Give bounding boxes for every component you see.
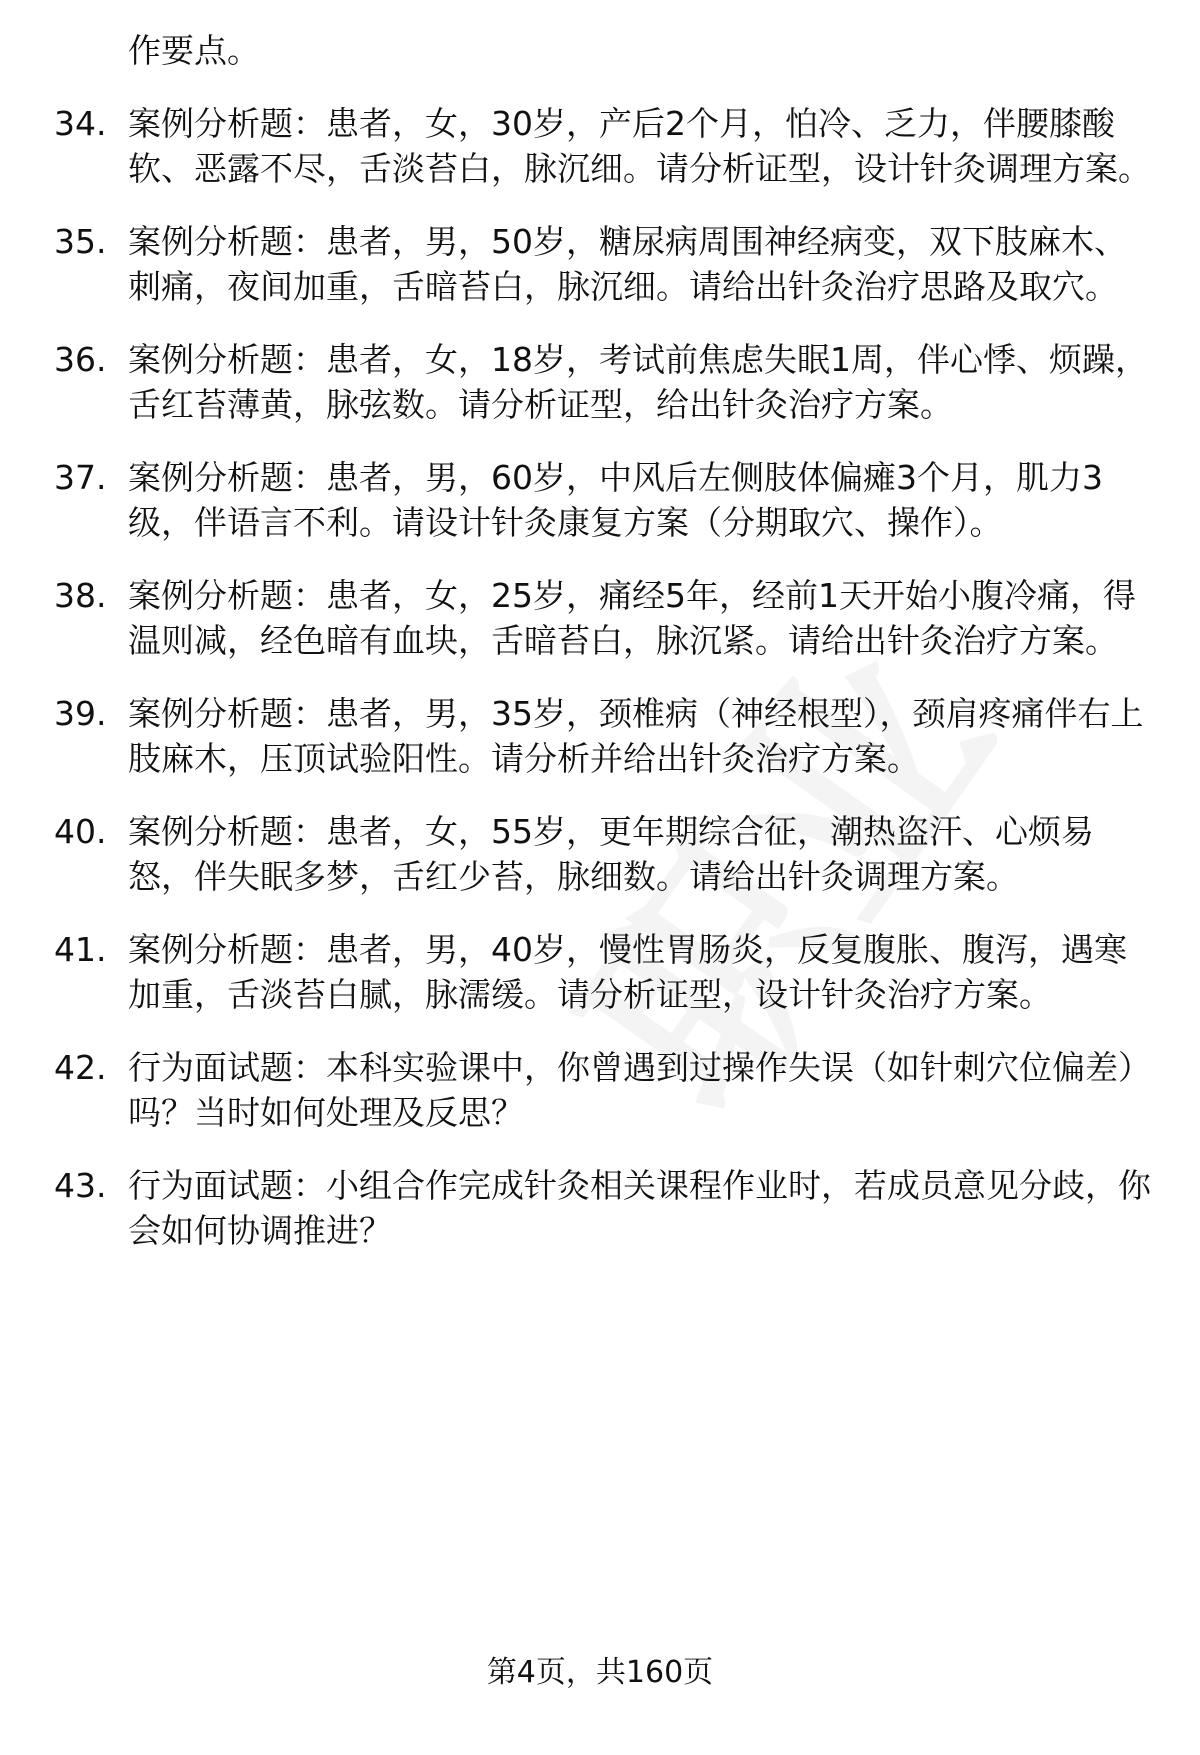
question-item <box>54 219 1154 309</box>
question-text: 案例分析题：患者，男，40岁，慢性胃肠炎，反复腹胀、腹泻，遇寒加重，舌淡苔白腻，脉濡缓。请分析证型，设计针灸治疗方案。 <box>128 930 1127 1014</box>
question-number: 43. <box>54 1166 107 1205</box>
question-text: 案例分析题：患者，男，50岁，糖尿病周围神经病变，双下肢麻木、刺痛，夜间加重，舌暗苔白，脉沉细。请给出针灸治疗思路及取穴。 <box>128 222 1127 306</box>
question-item <box>54 927 1154 1017</box>
question-number: 41. <box>54 930 107 969</box>
question-text: 案例分析题：患者，男，35岁，颈椎病（神经根型），颈肩疼痛伴右上肢麻木，压顶试验阳性。请分析并给出针灸治疗方案。 <box>128 694 1144 778</box>
question-number: 35. <box>54 222 107 261</box>
question-text: 案例分析题：患者，女，18岁，考试前焦虑失眠1周，伴心悸、烦躁，舌红苔薄黄，脉弦数。请分析证型，给出针灸治疗方案。 <box>128 340 1148 424</box>
question-item <box>54 455 1154 545</box>
question-number: 40. <box>54 812 107 851</box>
question-text: 案例分析题：患者，女，25岁，痛经5年，经前1天开始小腹冷痛，得温则减，经色暗有血块，舌暗苔白，脉沉紧。请给出针灸治疗方案。 <box>128 576 1136 660</box>
question-number: 36. <box>54 340 107 379</box>
question-item <box>54 573 1154 663</box>
question-number: 42. <box>54 1048 107 1087</box>
question-item <box>54 1163 1154 1253</box>
question-number: 39. <box>54 694 107 733</box>
question-text: 行为面试题：小组合作完成针灸相关课程作业时，若成员意见分歧，你会如何协调推进？ <box>128 1166 1151 1250</box>
question-number: 34. <box>54 104 107 143</box>
question-text: 案例分析题：患者，女，55岁，更年期综合征，潮热盗汗、心烦易怒，伴失眠多梦，舌红少苔，脉细数。请给出针灸调理方案。 <box>128 812 1094 896</box>
question-item <box>54 1045 1154 1135</box>
question-number: 38. <box>54 576 107 615</box>
question-text: 案例分析题：患者，女，30岁，产后2个月，怕冷、乏力，伴腰膝酸软、恶露不尽，舌淡苔白，脉沉细。请分析证型，设计针灸调理方案。 <box>128 104 1151 188</box>
question-text: 行为面试题：本科实验课中，你曾遇到过操作失误（如针刺穴位偏差）吗？当时如何处理及反思？ <box>128 1048 1151 1132</box>
question-number: 37. <box>54 458 107 497</box>
page-footer: 第4页，共160页 <box>486 1655 714 1690</box>
question-item <box>54 809 1154 899</box>
question-item <box>54 337 1154 427</box>
question-item <box>54 101 1154 191</box>
question-item <box>54 691 1154 781</box>
question-list <box>54 28 1154 1281</box>
question-text: 案例分析题：患者，男，60岁，中风后左侧肢体偏瘫3个月，肌力3级，伴语言不利。请设计针灸康复方案（分期取穴、操作）。 <box>128 458 1103 542</box>
continuation-text: 作要点。 <box>128 31 260 70</box>
